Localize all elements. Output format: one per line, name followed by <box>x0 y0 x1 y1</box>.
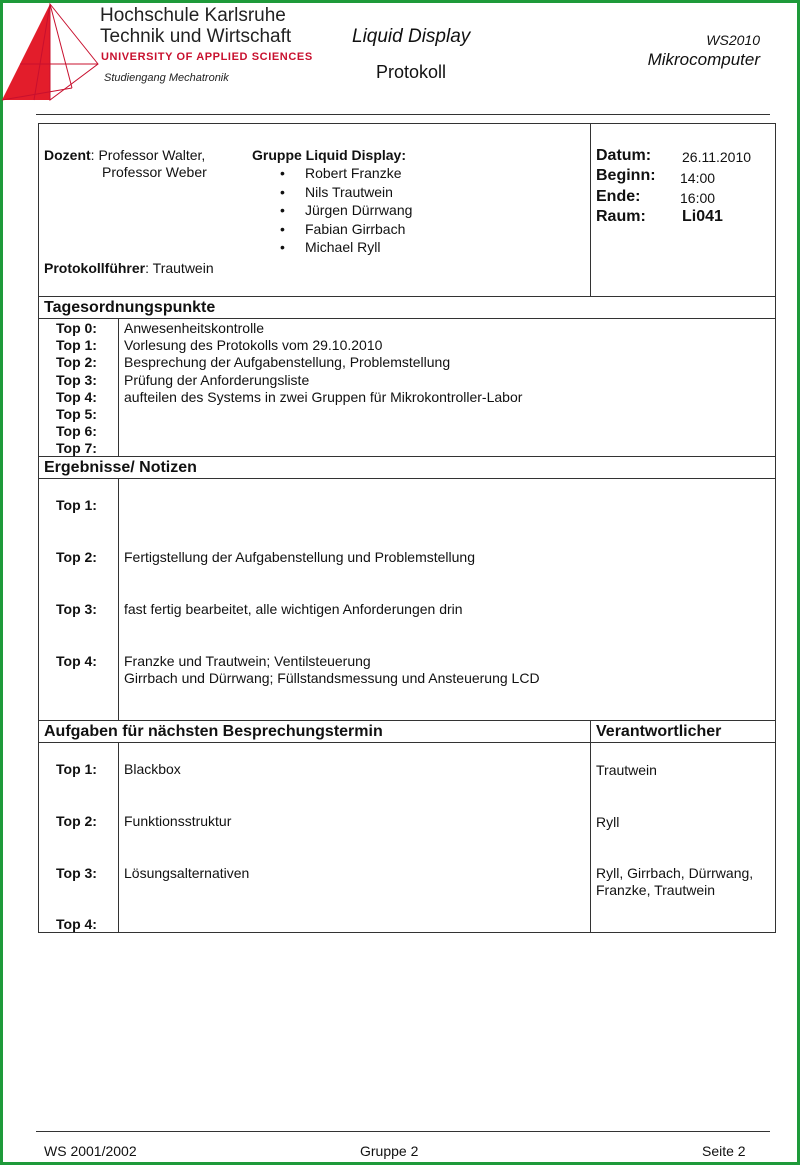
footer-page: Seite 2 <box>702 1143 746 1159</box>
agenda-label: Top 5: <box>56 406 97 422</box>
task-text: Lösungsalternativen <box>124 865 250 881</box>
document-title: Liquid Display <box>352 26 471 47</box>
university-name-line1: Hochschule Karlsruhe <box>100 5 286 26</box>
agenda-text: aufteilen des Systems in zwei Gruppen für Mikrokontroller-Labor <box>124 389 523 405</box>
agenda-label: Top 1: <box>56 337 97 353</box>
agenda-text: Vorlesung des Protokolls vom 29.10.2010 <box>124 337 383 353</box>
date-label: Datum: <box>596 147 652 164</box>
result-label: Top 2: <box>56 549 97 565</box>
minute-taker: Protokollführer: Trautwein <box>44 260 214 276</box>
task-label: Top 1: <box>56 761 97 777</box>
task-label: Top 2: <box>56 813 97 829</box>
info-column-divider <box>590 123 591 296</box>
agenda-text: Anwesenheitskontrolle <box>124 320 265 336</box>
date-value: 26.11.2010 <box>682 149 752 165</box>
lecturer-line1: Dozent: Professor Walter, <box>44 147 206 163</box>
tasks-heading: Aufgaben für nächsten Besprechungstermin <box>44 723 383 740</box>
member-item: • Nils Trautwein <box>258 183 412 202</box>
task-responsible: Ryll <box>596 814 620 830</box>
room-label: Raum: <box>596 208 646 225</box>
start-label: Beginn: <box>596 167 656 184</box>
member-list <box>258 164 412 257</box>
agenda-label: Top 2: <box>56 354 97 370</box>
agenda-label: Top 4: <box>56 389 97 405</box>
footer-divider <box>36 1131 770 1132</box>
course-label: Mikrocomputer <box>647 50 760 69</box>
agenda-heading: Tagesordnungspunkte <box>44 299 216 316</box>
member-item: • Jürgen Dürrwang <box>258 201 412 220</box>
task-label: Top 4: <box>56 916 97 932</box>
footer-semester: WS 2001/2002 <box>44 1143 137 1159</box>
result-label: Top 3: <box>56 601 97 617</box>
agenda-label: Top 7: <box>56 440 97 456</box>
member-item: • Robert Franzke <box>258 164 412 183</box>
document-subtitle: Protokoll <box>376 62 447 82</box>
study-program: Studiengang Mechatronik <box>104 72 229 84</box>
university-name-line2: Technik und Wirtschaft <box>100 26 292 47</box>
university-logo-icon <box>0 0 100 104</box>
task-responsible: Franzke, Trautwein <box>596 882 716 898</box>
responsible-heading: Verantwortlicher <box>596 723 722 740</box>
task-text: Blackbox <box>124 761 181 777</box>
university-tagline: UNIVERSITY OF APPLIED SCIENCES <box>101 51 313 63</box>
results-heading: Ergebnisse/ Notizen <box>44 459 197 476</box>
agenda-label: Top 6: <box>56 423 97 439</box>
member-item: • Michael Ryll <box>258 238 412 257</box>
footer-group: Gruppe 2 <box>360 1143 419 1159</box>
result-text: Girrbach und Dürrwang; Füllstandsmessung und Ansteuerung LCD <box>124 670 540 686</box>
agenda-text: Besprechung der Aufgabenstellung, Problemstellung <box>124 354 451 370</box>
task-label: Top 3: <box>56 865 97 881</box>
result-text: Fertigstellung der Aufgabenstellung und Problemstellung <box>124 549 476 565</box>
task-responsible: Trautwein <box>596 762 657 778</box>
agenda-label: Top 3: <box>56 372 97 388</box>
task-responsible: Ryll, Girrbach, Dürrwang, <box>596 865 754 881</box>
group-label: Gruppe Liquid Display: <box>252 147 407 163</box>
lecturer-line2: Professor Weber <box>102 164 207 180</box>
task-text: Funktionsstruktur <box>124 813 232 829</box>
result-text: fast fertig bearbeitet, alle wichtigen Anforderungen drin <box>124 601 463 617</box>
result-label: Top 1: <box>56 497 97 513</box>
result-text: Franzke und Trautwein; Ventilsteuerung <box>124 653 371 669</box>
room-value: Li041 <box>682 208 723 225</box>
end-value: 16:00 <box>680 190 716 206</box>
end-label: Ende: <box>596 188 641 205</box>
semester-label: WS2010 <box>706 32 760 48</box>
start-value: 14:00 <box>680 170 716 186</box>
agenda-label: Top 0: <box>56 320 97 336</box>
agenda-text: Prüfung der Anforderungsliste <box>124 372 310 388</box>
result-label: Top 4: <box>56 653 97 669</box>
member-item: • Fabian Girrbach <box>258 220 412 239</box>
header-divider <box>36 114 770 115</box>
